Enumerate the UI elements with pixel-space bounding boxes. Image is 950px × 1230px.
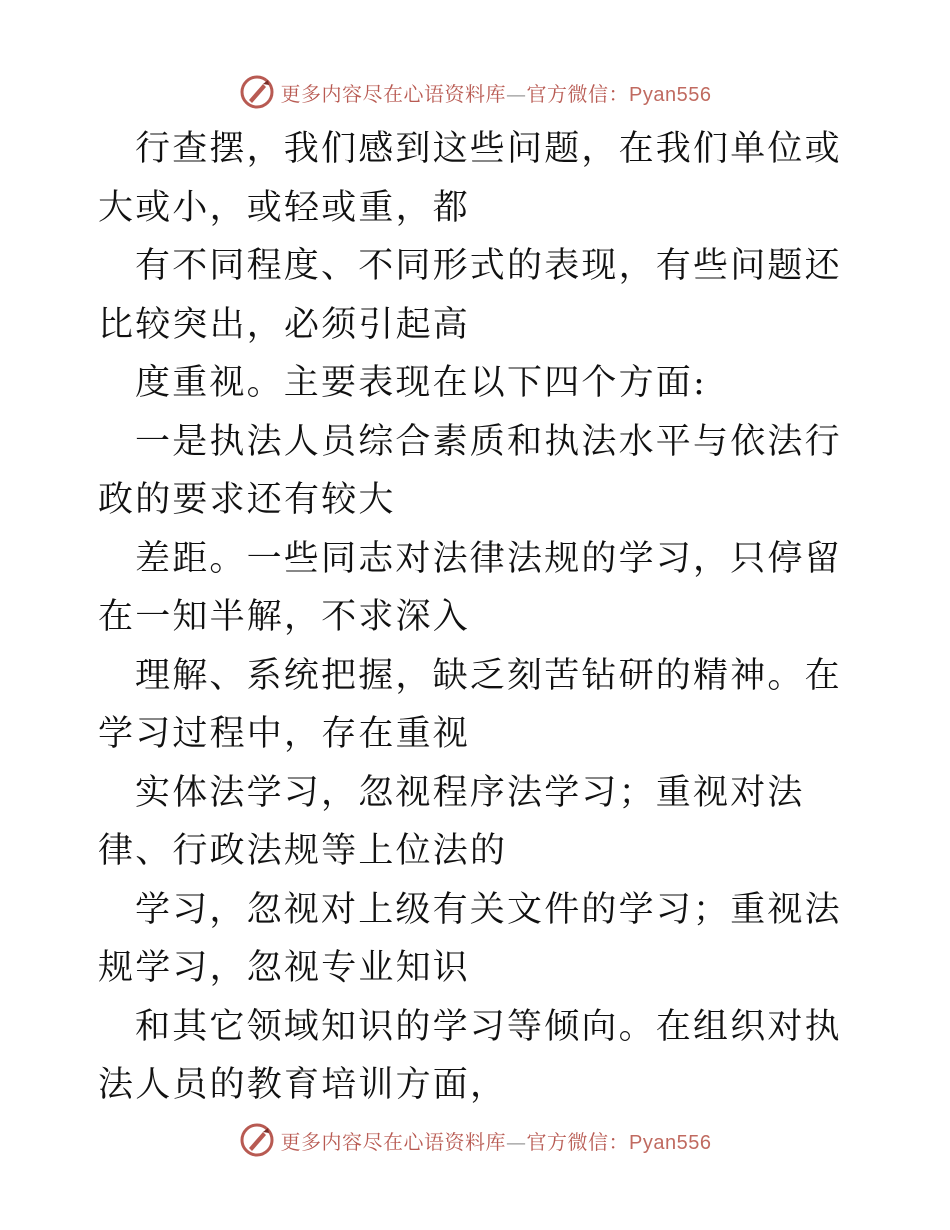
paragraph: 实体法学习，忽视程序法学习；重视对法律、行政法规等上位法的 [98, 772, 805, 871]
paragraph: 理解、系统把握，缺乏刻苦钻研的精神。在学习过程中，存在重视 [98, 655, 842, 754]
paragraph: 差距。一些同志对法律法规的学习，只停留在一知半解，不求深入 [98, 538, 842, 637]
paragraph: 度重视。主要表现在以下四个方面: [135, 363, 707, 403]
quill-logo-icon [239, 1122, 275, 1158]
watermark-wechat-id: Pyan556 [629, 83, 712, 106]
watermark-text [281, 1126, 712, 1155]
watermark-separator: — [506, 81, 527, 106]
paragraph: 行查摆，我们感到这些问题，在我们单位或大或小，或轻或重，都 [98, 129, 842, 228]
watermark-wechat-label: 官方微信： [526, 1129, 630, 1154]
quill-logo-icon [239, 74, 275, 110]
paragraph: 有不同程度、不同形式的表现，有些问题还比较突出，必须引起高 [98, 246, 842, 345]
paragraph: 一是执法人员综合素质和执法水平与依法行政的要求还有较大 [98, 421, 842, 520]
watermark-title: 更多内容尽在心语资料库 [280, 81, 507, 106]
watermark-text [281, 78, 712, 107]
paragraph: 学习，忽视对上级有关文件的学习；重视法规学习，忽视专业知识 [98, 889, 842, 988]
watermark-title: 更多内容尽在心语资料库 [280, 1129, 507, 1154]
watermark-wechat-id: Pyan556 [629, 1131, 712, 1154]
document-body [98, 120, 853, 1115]
footer-watermark [0, 1118, 950, 1162]
watermark-separator: — [506, 1129, 527, 1154]
watermark-wechat-label: 官方微信： [526, 81, 630, 106]
header-watermark [0, 70, 950, 114]
paragraph: 和其它领域知识的学习等倾向。在组织对执法人员的教育培训方面， [98, 1006, 842, 1105]
